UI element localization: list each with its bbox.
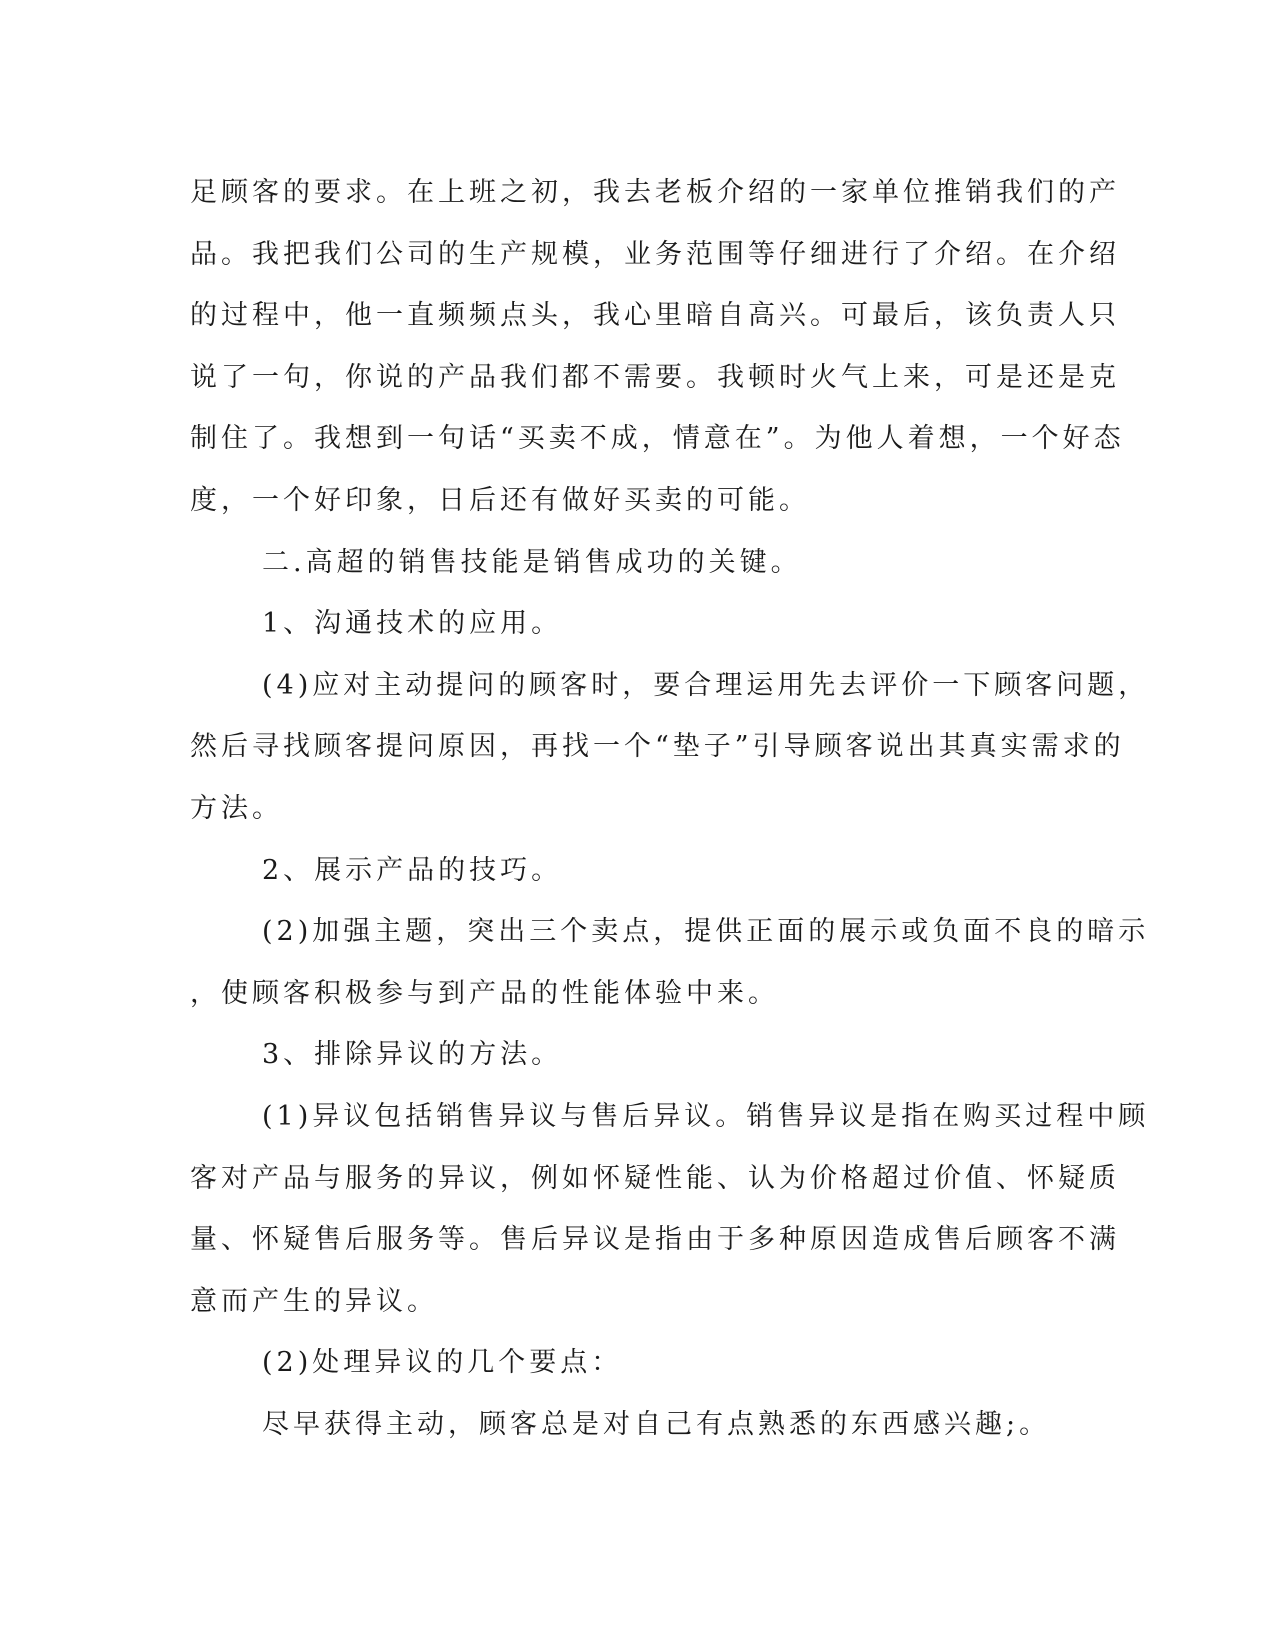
text-line: 的过程中，他一直频频点头，我心里暗自高兴。可最后，该负责人只	[190, 300, 1120, 332]
text-line: (2)加强主题，突出三个卖点，提供正面的展示或负面不良的暗示	[262, 916, 1150, 948]
text-line: 度，一个好印象，日后还有做好买卖的可能。	[190, 484, 810, 516]
text-line: 品。我把我们公司的生产规模，业务范围等仔细进行了介绍。在介绍	[190, 238, 1120, 270]
text-line: 足顾客的要求。在上班之初，我去老板介绍的一家单位推销我们的产	[190, 177, 1120, 208]
text-line: 方法。	[190, 792, 283, 824]
text-line: 意而产生的异议。	[190, 1285, 438, 1317]
text-line: (4)应对主动提问的顾客时，要合理运用先去评价一下顾客问题，	[262, 669, 1150, 701]
subsection-heading: 1、沟通技术的应用。	[262, 608, 563, 640]
text-line: 说了一句，你说的产品我们都不需要。我顿时火气上来，可是还是克	[190, 361, 1120, 393]
text-line: 尽早获得主动，顾客总是对自己有点熟悉的东西感兴趣;。	[262, 1408, 1051, 1440]
text-line: 量、怀疑售后服务等。售后异议是指由于多种原因造成售后顾客不满	[190, 1224, 1120, 1256]
text-line: 客对产品与服务的异议，例如怀疑性能、认为价格超过价值、怀疑质	[190, 1162, 1120, 1194]
subsection-heading: 2、展示产品的技巧。	[262, 854, 563, 886]
text-line: 然后寻找顾客提问原因，再找一个“垫子”引导顾客说出其真实需求的	[190, 731, 1125, 763]
text-line: 制住了。我想到一句话“买卖不成，情意在”。为他人着想，一个好态	[190, 423, 1125, 455]
text-line: ，使顾客积极参与到产品的性能体验中来。	[190, 977, 779, 1009]
text-line: (2)处理异议的几个要点：	[262, 1347, 623, 1379]
subsection-heading: 3、排除异议的方法。	[262, 1039, 563, 1071]
text-line: (1)异议包括销售异议与售后异议。销售异议是指在购买过程中顾	[262, 1100, 1150, 1132]
section-heading: 二.高超的销售技能是销售成功的关键。	[262, 546, 802, 578]
document-body	[190, 162, 1150, 1455]
